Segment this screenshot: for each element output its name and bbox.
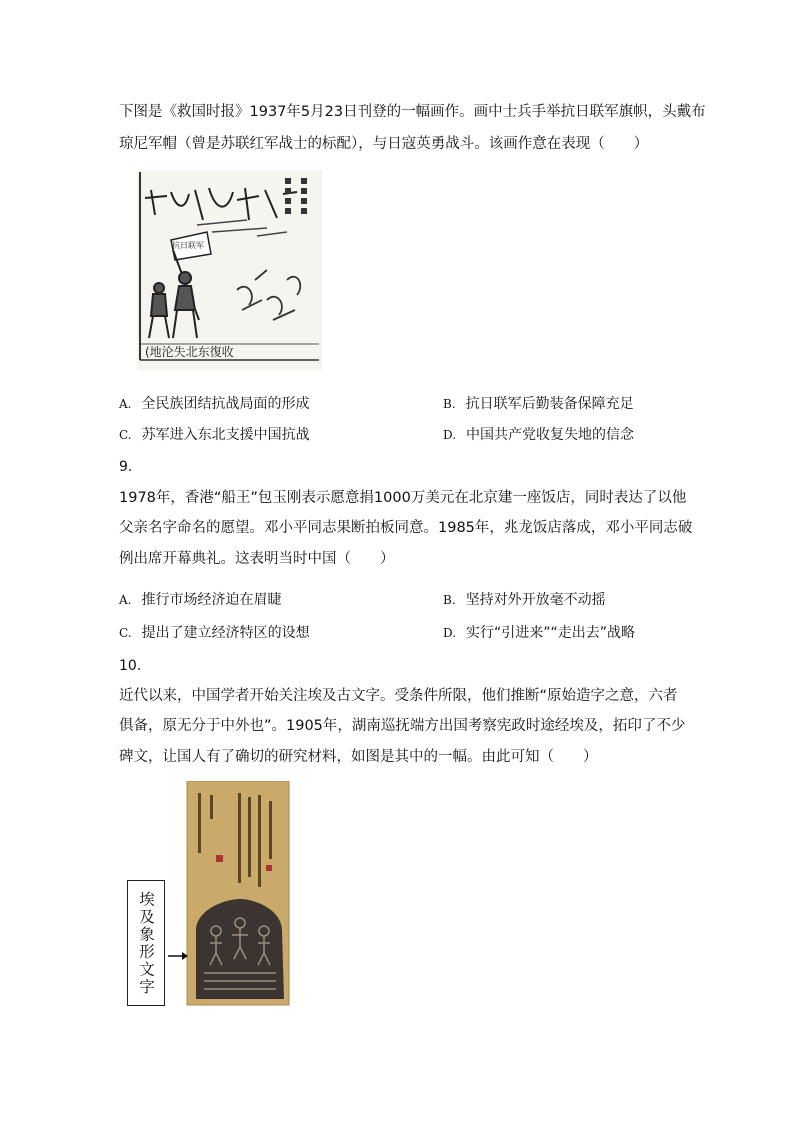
q8-option-a[interactable] [119,394,309,414]
q9-stem-line-3: 例出席开幕典礼。这表明当时中国（ ） [119,551,395,567]
q10-stem-line-3: 碑文，让国人有了确切的研究材料，如图是其中的一幅。由此可知（ ） [119,749,598,765]
option-text: 苏军进入东北支援中国抗战 [141,427,310,443]
q8-stem-line-2: 琼尼军帽（曾是苏联红军战士的标配），与日寇英勇战斗。该画作意在表现（ ） [119,136,649,152]
option-text: 全民族团结抗战局面的形成 [141,396,310,412]
option-text: 推行市场经济迫在眉睫 [141,592,282,608]
option-letter: D. [443,428,457,442]
q8-figure-flag-text: 抗日联军 [172,241,204,250]
q10-number: 10. [119,658,142,674]
q10-side-label-box [127,880,165,1006]
option-text: 抗日联军后勤装备保障充足 [465,396,634,412]
q8-figure-bottom-caption: (地沦失北东復收 [145,345,234,359]
option-letter: B. [443,397,456,411]
q8-stem-line-1: 下图是《救国时报》1937年5月23日刊登的一幅画作。画中士兵手举抗日联军旗帜，头戴布 [119,104,706,120]
q8-option-d[interactable] [443,425,634,445]
q9-number: 9. [119,459,133,475]
q9-option-d[interactable] [443,623,635,643]
option-letter: C. [119,428,132,442]
option-letter: B. [443,593,456,607]
q8-option-c[interactable] [119,425,310,445]
option-letter: D. [443,626,457,640]
q8-cartoon-figure [137,170,322,370]
option-text: 提出了建立经济特区的设想 [141,625,310,641]
q9-option-c[interactable] [119,623,310,643]
q9-stem-line-2: 父亲名字命名的愿望。邓小平同志果断拍板同意。1985年，兆龙饭店落成，邓小平同志破 [119,520,693,536]
q8-option-b[interactable] [443,394,634,414]
option-text: 实行“引进来”“走出去”战略 [466,625,636,641]
q9-stem-line-1: 1978年，香港“船王”包玉刚表示愿意捐1000万美元在北京建一座饭店，同时表达了以他 [119,490,687,506]
option-letter: A. [119,397,132,411]
q9-option-b[interactable] [443,590,606,610]
q10-side-label-text: 埃及象形文字 [137,890,155,996]
option-letter: C. [119,626,132,640]
q10-stem-line-1: 近代以来，中国学者开始关注埃及古文字。受条件所限，他们推断“原始造字之意，六者 [119,688,678,704]
option-letter: A. [119,593,132,607]
option-text: 中国共产党收复失地的信念 [466,427,635,443]
option-text: 坚持对外开放毫不动摇 [465,592,606,608]
q9-option-a[interactable] [119,590,281,610]
q10-stem-line-2: 俱备，原无分于中外也”。1905年，湖南巡抚端方出国考察宪政时途经埃及，拓印了不少 [119,718,686,734]
